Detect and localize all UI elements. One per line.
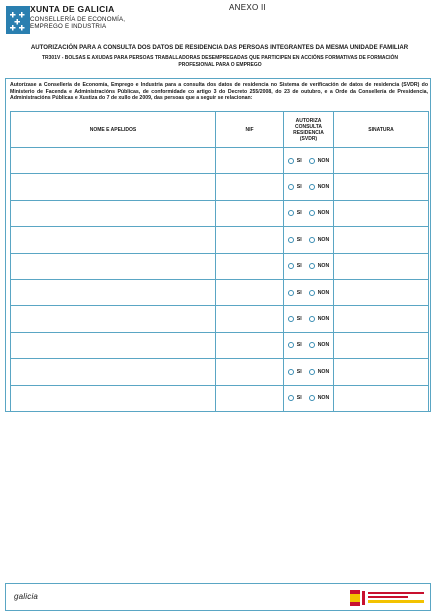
name-cell[interactable] (11, 306, 216, 332)
table-row (11, 385, 429, 411)
nif-cell[interactable] (216, 227, 284, 253)
name-cell[interactable] (11, 359, 216, 385)
authorize-options (284, 290, 333, 296)
org-name: XUNTA DE GALICIA (30, 4, 115, 14)
option-no[interactable] (309, 395, 330, 401)
nif-cell[interactable] (216, 332, 284, 358)
name-cell[interactable] (11, 148, 216, 174)
table-header-row (11, 112, 429, 148)
no-label: NON (317, 184, 330, 191)
authorize-cell (284, 148, 334, 174)
yes-label: SI (296, 184, 302, 191)
nif-cell[interactable] (216, 359, 284, 385)
authorize-cell (284, 385, 334, 411)
authorize-options (284, 395, 333, 401)
org-text (30, 5, 125, 30)
no-radio[interactable] (309, 316, 315, 322)
table-row (11, 227, 429, 253)
name-cell[interactable] (11, 385, 216, 411)
option-yes[interactable] (288, 237, 302, 243)
option-no[interactable] (309, 237, 330, 243)
nif-cell[interactable] (216, 385, 284, 411)
yes-radio[interactable] (288, 237, 294, 243)
no-radio[interactable] (309, 290, 315, 296)
xunta-logo-icon (5, 5, 31, 35)
signature-cell[interactable] (334, 359, 429, 385)
no-label: NON (317, 395, 330, 402)
option-yes[interactable] (288, 290, 302, 296)
authorize-cell (284, 200, 334, 226)
table-row (11, 200, 429, 226)
yes-radio[interactable] (288, 158, 294, 164)
yes-radio[interactable] (288, 184, 294, 190)
form-title: AUTORIZACIÓN PARA A CONSULTA DOS DATOS DE RESIDENCIA DAS PERSOAS INTEGRANTES DA MESMA UNIDADE FAMILIAR (30, 44, 409, 51)
no-label: NON (317, 289, 330, 296)
no-radio[interactable] (309, 237, 315, 243)
persons-table (10, 111, 429, 412)
nif-cell[interactable] (216, 279, 284, 305)
no-radio[interactable] (309, 263, 315, 269)
signature-cell[interactable] (334, 253, 429, 279)
subtitle-line2: PROFESIONAL PARA O EMPREGO (178, 62, 262, 68)
nif-cell[interactable] (216, 174, 284, 200)
table-row (11, 359, 429, 385)
authorize-options (284, 369, 333, 375)
authorize-cell (284, 359, 334, 385)
no-label: NON (317, 316, 330, 323)
name-cell[interactable] (11, 200, 216, 226)
signature-cell[interactable] (334, 227, 429, 253)
yes-label: SI (296, 316, 302, 323)
table-row (11, 279, 429, 305)
yes-label: SI (296, 395, 302, 402)
subtitle-line1: TR301V - BOLSAS E AXUDAS PARA PERSOAS TRABALLADORAS DESEMPREGADAS QUE PARTICIPEN EN ACCIÓNS FORMATIVAS DE FORMACIÓN (41, 55, 399, 61)
table-row (11, 174, 429, 200)
authorization-text: Autorízase a Consellería de Economía, Emprego e Industria para a consulta dos datos de residencia no Sistema de verificación de datos de residencia (SVDR) do Ministerio de Facenda e Administracións Públicas, de conformidade co artigo 3 do Decreto 255/2008, do 23 de outubro, e a Orde da Consellería de Presidencia, Administracións Públicas e Xustiza do 7 de xullo de 2009, das persoas que a seguir se relacionan: (10, 82, 428, 102)
nif-cell[interactable] (216, 306, 284, 332)
department-line1: CONSELLERÍA DE ECONOMÍA, (30, 15, 126, 23)
no-label: NON (317, 210, 330, 217)
authorize-options (284, 184, 333, 190)
yes-radio[interactable] (288, 263, 294, 269)
name-cell[interactable] (11, 332, 216, 358)
header-authorize-line3: RESIDENCIA (293, 129, 324, 136)
option-yes[interactable] (288, 369, 302, 375)
yes-radio[interactable] (288, 290, 294, 296)
no-radio[interactable] (309, 184, 315, 190)
option-no[interactable] (309, 316, 330, 322)
nif-cell[interactable] (216, 200, 284, 226)
signature-cell[interactable] (334, 148, 429, 174)
table-row (11, 253, 429, 279)
nif-cell[interactable] (216, 148, 284, 174)
option-yes[interactable] (288, 316, 302, 322)
header-authorize-line2: CONSULTA (294, 123, 323, 130)
name-cell[interactable] (11, 227, 216, 253)
no-radio[interactable] (309, 395, 315, 401)
yes-label: SI (296, 289, 302, 296)
name-cell[interactable] (11, 174, 216, 200)
yes-label: SI (296, 210, 302, 217)
yes-radio[interactable] (288, 210, 294, 216)
yes-radio[interactable] (288, 342, 294, 348)
header-signature: SINATURA (334, 112, 429, 148)
no-radio[interactable] (309, 210, 315, 216)
no-radio[interactable] (309, 342, 315, 348)
no-label: NON (317, 263, 330, 270)
annex-label: ANEXO II (229, 3, 267, 12)
signature-cell[interactable] (334, 279, 429, 305)
no-label: NON (317, 368, 330, 375)
option-no[interactable] (309, 290, 330, 296)
option-no[interactable] (309, 210, 330, 216)
signature-cell[interactable] (334, 332, 429, 358)
authorize-cell (284, 174, 334, 200)
yes-radio[interactable] (288, 369, 294, 375)
option-yes[interactable] (288, 395, 302, 401)
option-yes[interactable] (288, 184, 302, 190)
header-nif: NIF (216, 112, 284, 148)
signature-cell[interactable] (334, 200, 429, 226)
yes-label: SI (296, 342, 302, 349)
authorize-cell (284, 253, 334, 279)
yes-label: SI (296, 157, 302, 164)
no-label: NON (317, 236, 330, 243)
option-yes[interactable] (288, 263, 302, 269)
nif-cell[interactable] (216, 253, 284, 279)
option-no[interactable] (309, 263, 330, 269)
no-radio[interactable] (309, 158, 315, 164)
signature-cell[interactable] (334, 306, 429, 332)
department-line2: EMPREGO E INDUSTRIA (30, 22, 107, 30)
authorize-options (284, 263, 333, 269)
authorize-cell (284, 227, 334, 253)
name-cell[interactable] (11, 253, 216, 279)
header-authorize-line1: AUTORIZA (295, 117, 322, 124)
yes-radio[interactable] (288, 395, 294, 401)
yes-label: SI (296, 236, 302, 243)
option-no[interactable] (309, 184, 330, 190)
option-no[interactable] (309, 369, 330, 375)
signature-cell[interactable] (334, 385, 429, 411)
authorize-cell (284, 279, 334, 305)
page-header (0, 0, 439, 40)
option-yes[interactable] (288, 210, 302, 216)
table-row (11, 306, 429, 332)
header-name: NOME E APELIDOS (11, 112, 216, 148)
authorize-options (284, 158, 333, 164)
authorize-cell (284, 306, 334, 332)
authorize-options (284, 342, 333, 348)
table-row (11, 332, 429, 358)
table-row (11, 148, 429, 174)
signature-cell[interactable] (334, 174, 429, 200)
galicia-brand: galicia (14, 592, 39, 601)
option-no[interactable] (309, 342, 330, 348)
no-radio[interactable] (309, 369, 315, 375)
authorize-cell (284, 332, 334, 358)
yes-label: SI (296, 263, 302, 270)
option-yes[interactable] (288, 158, 302, 164)
authorize-options (284, 237, 333, 243)
form-subtitle (40, 55, 400, 69)
yes-radio[interactable] (288, 316, 294, 322)
authorize-options (284, 316, 333, 322)
option-yes[interactable] (288, 342, 302, 348)
ministry-logo-icon (350, 589, 426, 607)
authorize-options (284, 210, 333, 216)
name-cell[interactable] (11, 279, 216, 305)
no-label: NON (317, 342, 330, 349)
no-label: NON (317, 157, 330, 164)
yes-label: SI (296, 368, 302, 375)
header-authorize-line4: (SVDR) (299, 135, 318, 142)
header-authorize (284, 112, 334, 148)
option-no[interactable] (309, 158, 330, 164)
